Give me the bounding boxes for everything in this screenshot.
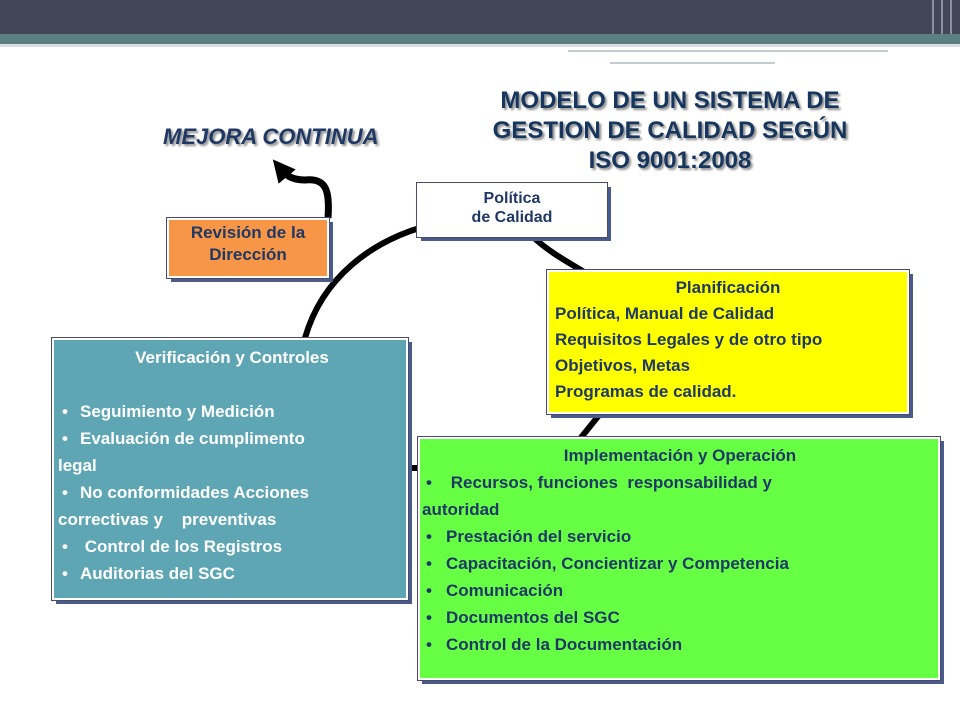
planificacion-title: Planificación bbox=[675, 278, 781, 297]
revision-line-1: Revisión de la bbox=[190, 223, 306, 242]
planificacion-box bbox=[547, 270, 909, 414]
planificacion-item: Requisitos Legales y de otro tipo bbox=[555, 330, 823, 349]
politica-calidad-box bbox=[417, 183, 607, 237]
mejora-continua-arrow bbox=[280, 168, 328, 218]
implementacion-title: Implementación y Operación bbox=[563, 446, 797, 465]
mejora-continua-label: MEJORA CONTINUA bbox=[163, 124, 379, 149]
verificacion-item-cont: legal bbox=[58, 456, 97, 475]
verificacion-item: • Control de los Registros bbox=[58, 533, 406, 560]
verificacion-item: • Evaluación de cumplimento bbox=[58, 425, 406, 452]
implementacion-item: • Capacitación, Concientizar y Competencia bbox=[422, 550, 938, 577]
implementacion-item-cont: autoridad bbox=[422, 500, 500, 519]
planificacion-item: Objetivos, Metas bbox=[555, 356, 691, 375]
title-line-1: MODELO DE UN SISTEMA DE bbox=[500, 87, 840, 114]
implementacion-item: • Comunicación bbox=[422, 577, 938, 604]
title-line-3: ISO 9001:2008 bbox=[588, 147, 752, 174]
revision-line-2: Dirección bbox=[209, 245, 287, 264]
implementacion-item: • Documentos del SGC bbox=[422, 604, 938, 631]
planificacion-item: Programas de calidad. bbox=[555, 382, 737, 401]
politica-line-2: de Calidad bbox=[471, 209, 553, 226]
implementacion-item: • Control de la Documentación bbox=[422, 631, 938, 658]
verificacion-item: • No conformidades Acciones bbox=[58, 479, 406, 506]
diagram-title bbox=[455, 86, 885, 176]
planificacion-item: Política, Manual de Calidad bbox=[555, 304, 775, 323]
verificacion-item: • Auditorias del SGC bbox=[58, 560, 406, 587]
politica-line-1: Política bbox=[483, 190, 541, 207]
implementacion-operacion-box bbox=[418, 437, 940, 680]
verificacion-item-cont: correctivas y preventivas bbox=[58, 510, 277, 529]
title-line-2: GESTION DE CALIDAD SEGÚN bbox=[492, 117, 848, 144]
verificacion-title: Verificación y Controles bbox=[135, 348, 329, 367]
implementacion-item: • Prestación del servicio bbox=[422, 523, 938, 550]
implementacion-item: • Recursos, funciones responsabilidad y bbox=[422, 469, 938, 496]
revision-direccion-box bbox=[167, 218, 329, 278]
verificacion-controles-box bbox=[52, 338, 408, 600]
verificacion-item: • Seguimiento y Medición bbox=[58, 398, 406, 425]
